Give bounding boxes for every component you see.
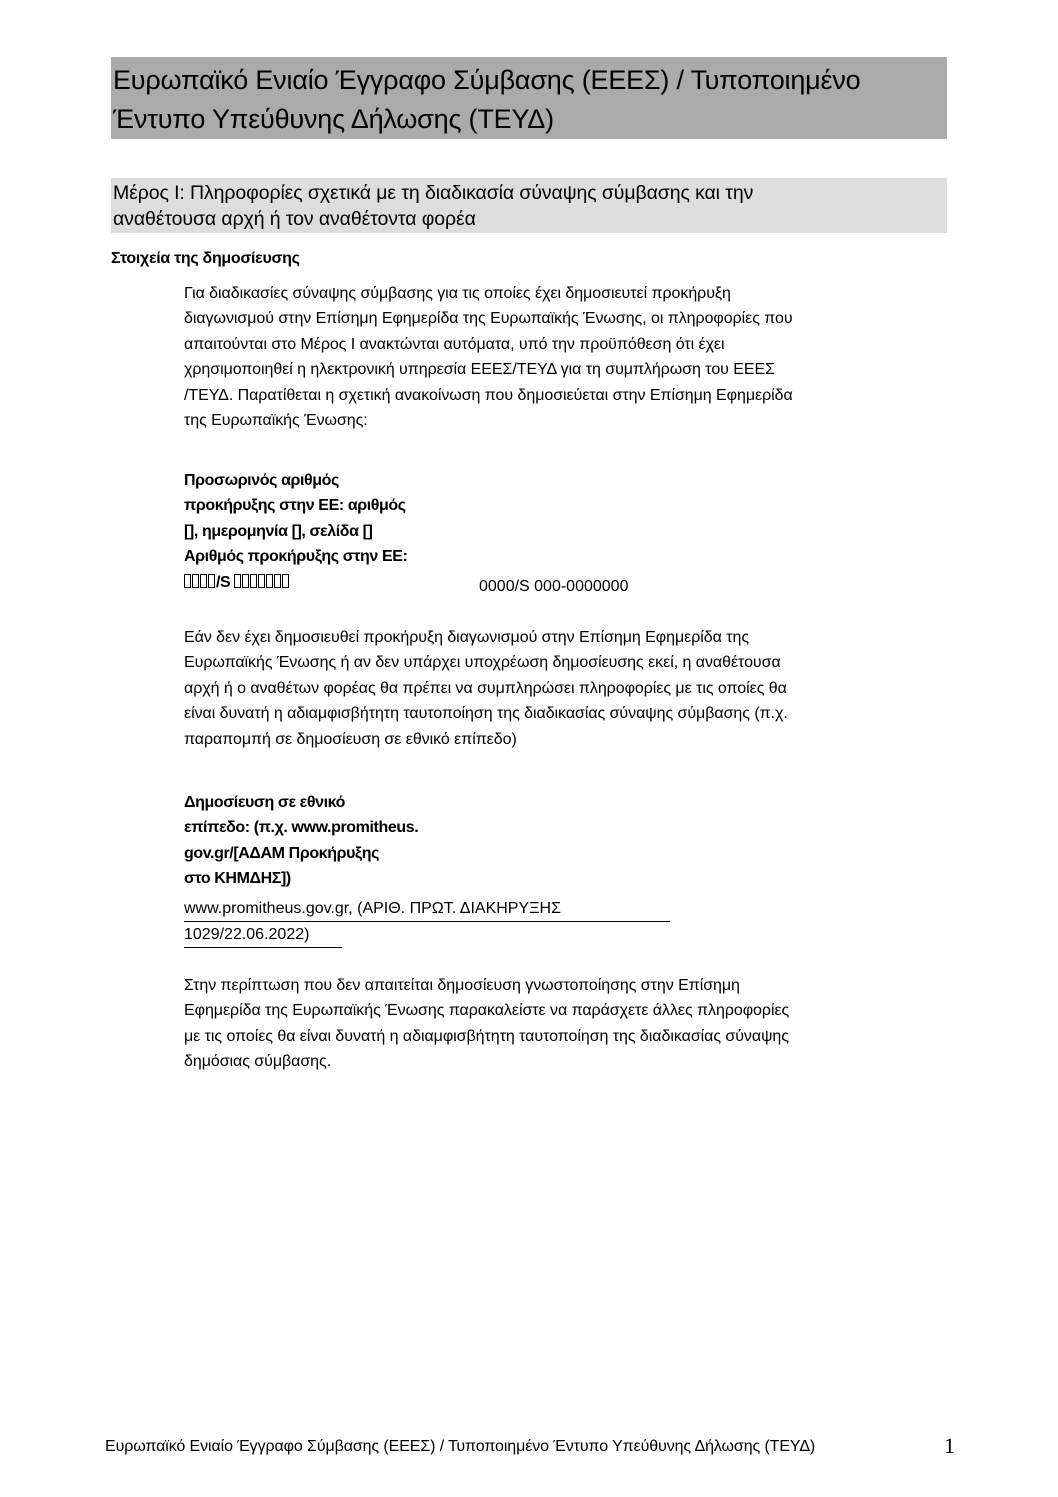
section-title-line-2: αναθέτουσα αρχή ή τον αναθέτοντα φορέα: [113, 208, 476, 230]
eu-notice-label: [184, 468, 484, 595]
placeholder-box-icon: [184, 574, 191, 588]
label-line: [], ημερομηνία [], σελίδα []: [184, 522, 373, 540]
placeholder-box-icon: [250, 574, 257, 588]
placeholder-box-icon: [234, 574, 241, 588]
paragraph-line: /ΤΕΥΔ. Παρατίθεται η σχετική ανακοίνωση που δημοσιεύεται στην Επίσημη Εφημερίδα: [184, 386, 793, 404]
placeholder-box-icon: [192, 574, 199, 588]
section-title-line-1: Μέρος I: Πληροφορίες σχετικά με τη διαδικασία σύναψης σύμβασης και την: [113, 182, 754, 204]
paragraph-line: Εφημερίδα της Ευρωπαϊκής Ένωσης παρακαλείστε να παράσχετε άλλες πληροφορίες: [184, 1002, 790, 1020]
paragraph-line: Ευρωπαϊκής Ένωσης ή αν δεν υπάρχει υποχρέωση δημοσίευσης εκεί, η αναθέτουσα: [184, 654, 781, 672]
label-line: προκήρυξης στην ΕΕ: αριθμός: [184, 497, 406, 515]
eu-notice-number-value: 0000/S 000-0000000: [479, 578, 629, 595]
paragraph-line: με τις οποίες θα είναι δυνατή η αδιαμφισβήτητη ταυτοποίηση της διαδικασίας σύναψης: [184, 1027, 789, 1045]
value-line: 1029/22.06.2022): [184, 922, 342, 948]
paragraph-line: αρχή ή ο αναθέτων φορέας θα πρέπει να συμπληρώσει πληροφορίες με τις οποίες θα: [184, 679, 787, 697]
page-number: 1: [944, 1433, 955, 1458]
paragraph-line: διαγωνισμού στην Επίσημη Εφημερίδα της Ευρωπαϊκής Ένωσης, οι πληροφορίες που: [184, 310, 793, 328]
publication-heading: Στοιχεία της δημοσίευσης: [111, 250, 300, 267]
placeholder-box-icon: [266, 574, 273, 588]
placeholder-box-icon: [274, 574, 281, 588]
national-publication-value: [184, 896, 670, 948]
format-separator: /S: [216, 573, 231, 591]
publication-intro-paragraph: [184, 281, 944, 433]
label-line: gov.gr/[ΑΔΑΜ Προκήρυξης: [184, 844, 380, 862]
national-publication-label: [184, 790, 484, 892]
placeholder-box-icon: [258, 574, 265, 588]
paragraph-line: της Ευρωπαϊκής Ένωσης:: [184, 412, 368, 430]
placeholder-box-icon: [242, 574, 249, 588]
label-line: στο ΚΗΜΔΗΣ]): [184, 870, 291, 888]
page-footer: Ευρωπαϊκό Ενιαίο Έγγραφο Σύμβασης (ΕΕΕΣ) / Τυποποιημένο Έντυπο Υπεύθυνης Δήλωσης (ΤΕΥΔ): [105, 1438, 816, 1455]
paragraph-line: χρησιμοποιηθεί η ηλεκτρονική υπηρεσία ΕΕΕΣ/ΤΕΥΔ για τη συμπλήρωση του ΕΕΕΣ: [184, 361, 775, 379]
paragraph-line: Για διαδικασίες σύναψης σύμβασης για τις οποίες έχει δημοσιευτεί προκήρυξη: [184, 285, 731, 302]
paragraph-line: είναι δυνατή η αδιαμφισβήτητη ταυτοποίηση της διαδικασίας σύναψης σύμβασης (π.χ.: [184, 705, 788, 723]
paragraph-line: παραπομπή σε δημοσίευση σε εθνικό επίπεδο): [184, 730, 517, 748]
placeholder-box-icon: [282, 574, 289, 588]
label-line-format: [184, 570, 484, 595]
other-info-paragraph: [184, 973, 944, 1075]
paragraph-line: απαιτούνται στο Μέρος I ανακτώνται αυτόματα, υπό την προϋπόθεση ότι έχει: [184, 335, 725, 353]
paragraph-line: δημόσιας σύμβασης.: [184, 1053, 332, 1071]
label-line: Αριθμός προκήρυξης στην ΕΕ:: [184, 548, 408, 566]
paragraph-line: Εάν δεν έχει δημοσιευθεί προκήρυξη διαγωνισμού στην Επίσημη Εφημερίδα της: [184, 629, 749, 646]
label-line: επίπεδο: (π.χ. www.promitheus.: [184, 819, 419, 837]
placeholder-box-icon: [200, 574, 207, 588]
label-line: Δημοσίευση σε εθνικό: [184, 794, 346, 811]
document-title-line-2: Έντυπο Υπεύθυνης Δήλωσης (ΤΕΥΔ): [113, 104, 554, 134]
placeholder-box-icon: [208, 574, 215, 588]
not-published-paragraph: [184, 625, 944, 752]
document-title-line-1: Ευρωπαϊκό Ενιαίο Έγγραφο Σύμβασης (ΕΕΕΣ) / Τυποποιημένο: [113, 65, 861, 95]
value-line: www.promitheus.gov.gr, (ΑΡΙΘ. ΠΡΩΤ. ΔΙΑΚΗΡΥΞΗΣ: [184, 896, 670, 922]
paragraph-line: Στην περίπτωση που δεν απαιτείται δημοσίευση γνωστοποίησης στην Επίσημη: [184, 977, 740, 994]
section-title-bar: [111, 178, 947, 233]
label-line: Προσωρινός αριθμός: [184, 472, 339, 489]
document-title-bar: [111, 57, 947, 139]
